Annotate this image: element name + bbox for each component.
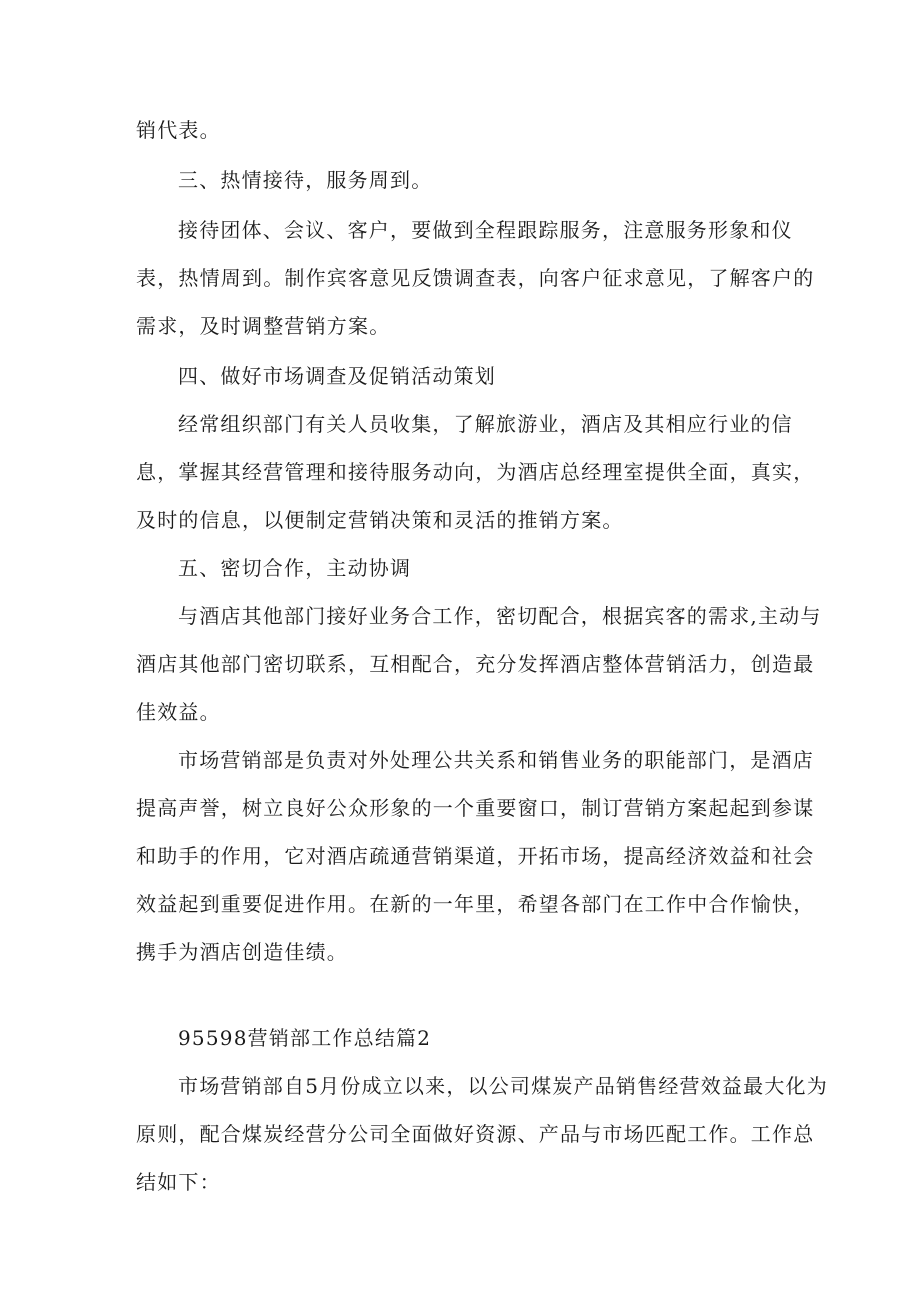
paragraph-line: 携手为酒店创造佳绩。 <box>136 940 348 964</box>
paragraph-line: 原则，配合煤炭经营分公司全面做好资源、产品与市场匹配工作。工作总 <box>136 1122 815 1146</box>
paragraph-line: 酒店其他部门密切联系，互相配合，充分发挥酒店整体营销活力，创造最 <box>136 652 815 676</box>
paragraph-line: 表，热情周到。制作宾客意见反馈调查表，向客户征求意见，了解客户的 <box>136 266 815 290</box>
paragraph-line: 结如下： <box>136 1170 221 1194</box>
paragraph-line: 及时的信息，以便制定营销决策和灵活的推销方案。 <box>136 508 624 532</box>
paragraph-line: 佳效益。 <box>136 700 221 724</box>
paragraph-line: 息，掌握其经营管理和接待服务动向，为酒店总经理室提供全面，真实， <box>136 460 815 484</box>
article-title: 95598营销部工作总结篇2 <box>178 1026 432 1050</box>
section-heading: 五、密切合作，主动协调 <box>178 556 412 580</box>
paragraph-line: 市场营销部自5月份成立以来，以公司煤炭产品销售经营效益最大化为 <box>178 1074 828 1098</box>
paragraph-line: 效益起到重要促进作用。在新的一年里，希望各部门在工作中合作愉快， <box>136 892 815 916</box>
paragraph-line: 与酒店其他部门接好业务合工作，密切配合，根据宾客的需求,主动与 <box>178 604 822 628</box>
paragraph-line: 提高声誉，树立良好公众形象的一个重要窗口，制订营销方案起起到参谋 <box>136 796 815 820</box>
section-heading: 四、做好市场调查及促销活动策划 <box>178 364 496 388</box>
paragraph-line: 经常组织部门有关人员收集，了解旅游业，酒店及其相应行业的信 <box>178 412 793 436</box>
paragraph-line: 接待团体、会议、客户，要做到全程跟踪服务，注意服务形象和仪 <box>178 218 793 242</box>
paragraph-line: 和助手的作用，它对酒店疏通营销渠道，开拓市场，提高经济效益和社会 <box>136 844 815 868</box>
paragraph-line: 销代表。 <box>136 118 221 142</box>
paragraph-line: 需求，及时调整营销方案。 <box>136 314 391 338</box>
paragraph-line: 市场营销部是负责对外处理公共关系和销售业务的职能部门，是酒店 <box>178 748 814 772</box>
section-heading: 三、热情接待，服务周到。 <box>178 168 433 192</box>
